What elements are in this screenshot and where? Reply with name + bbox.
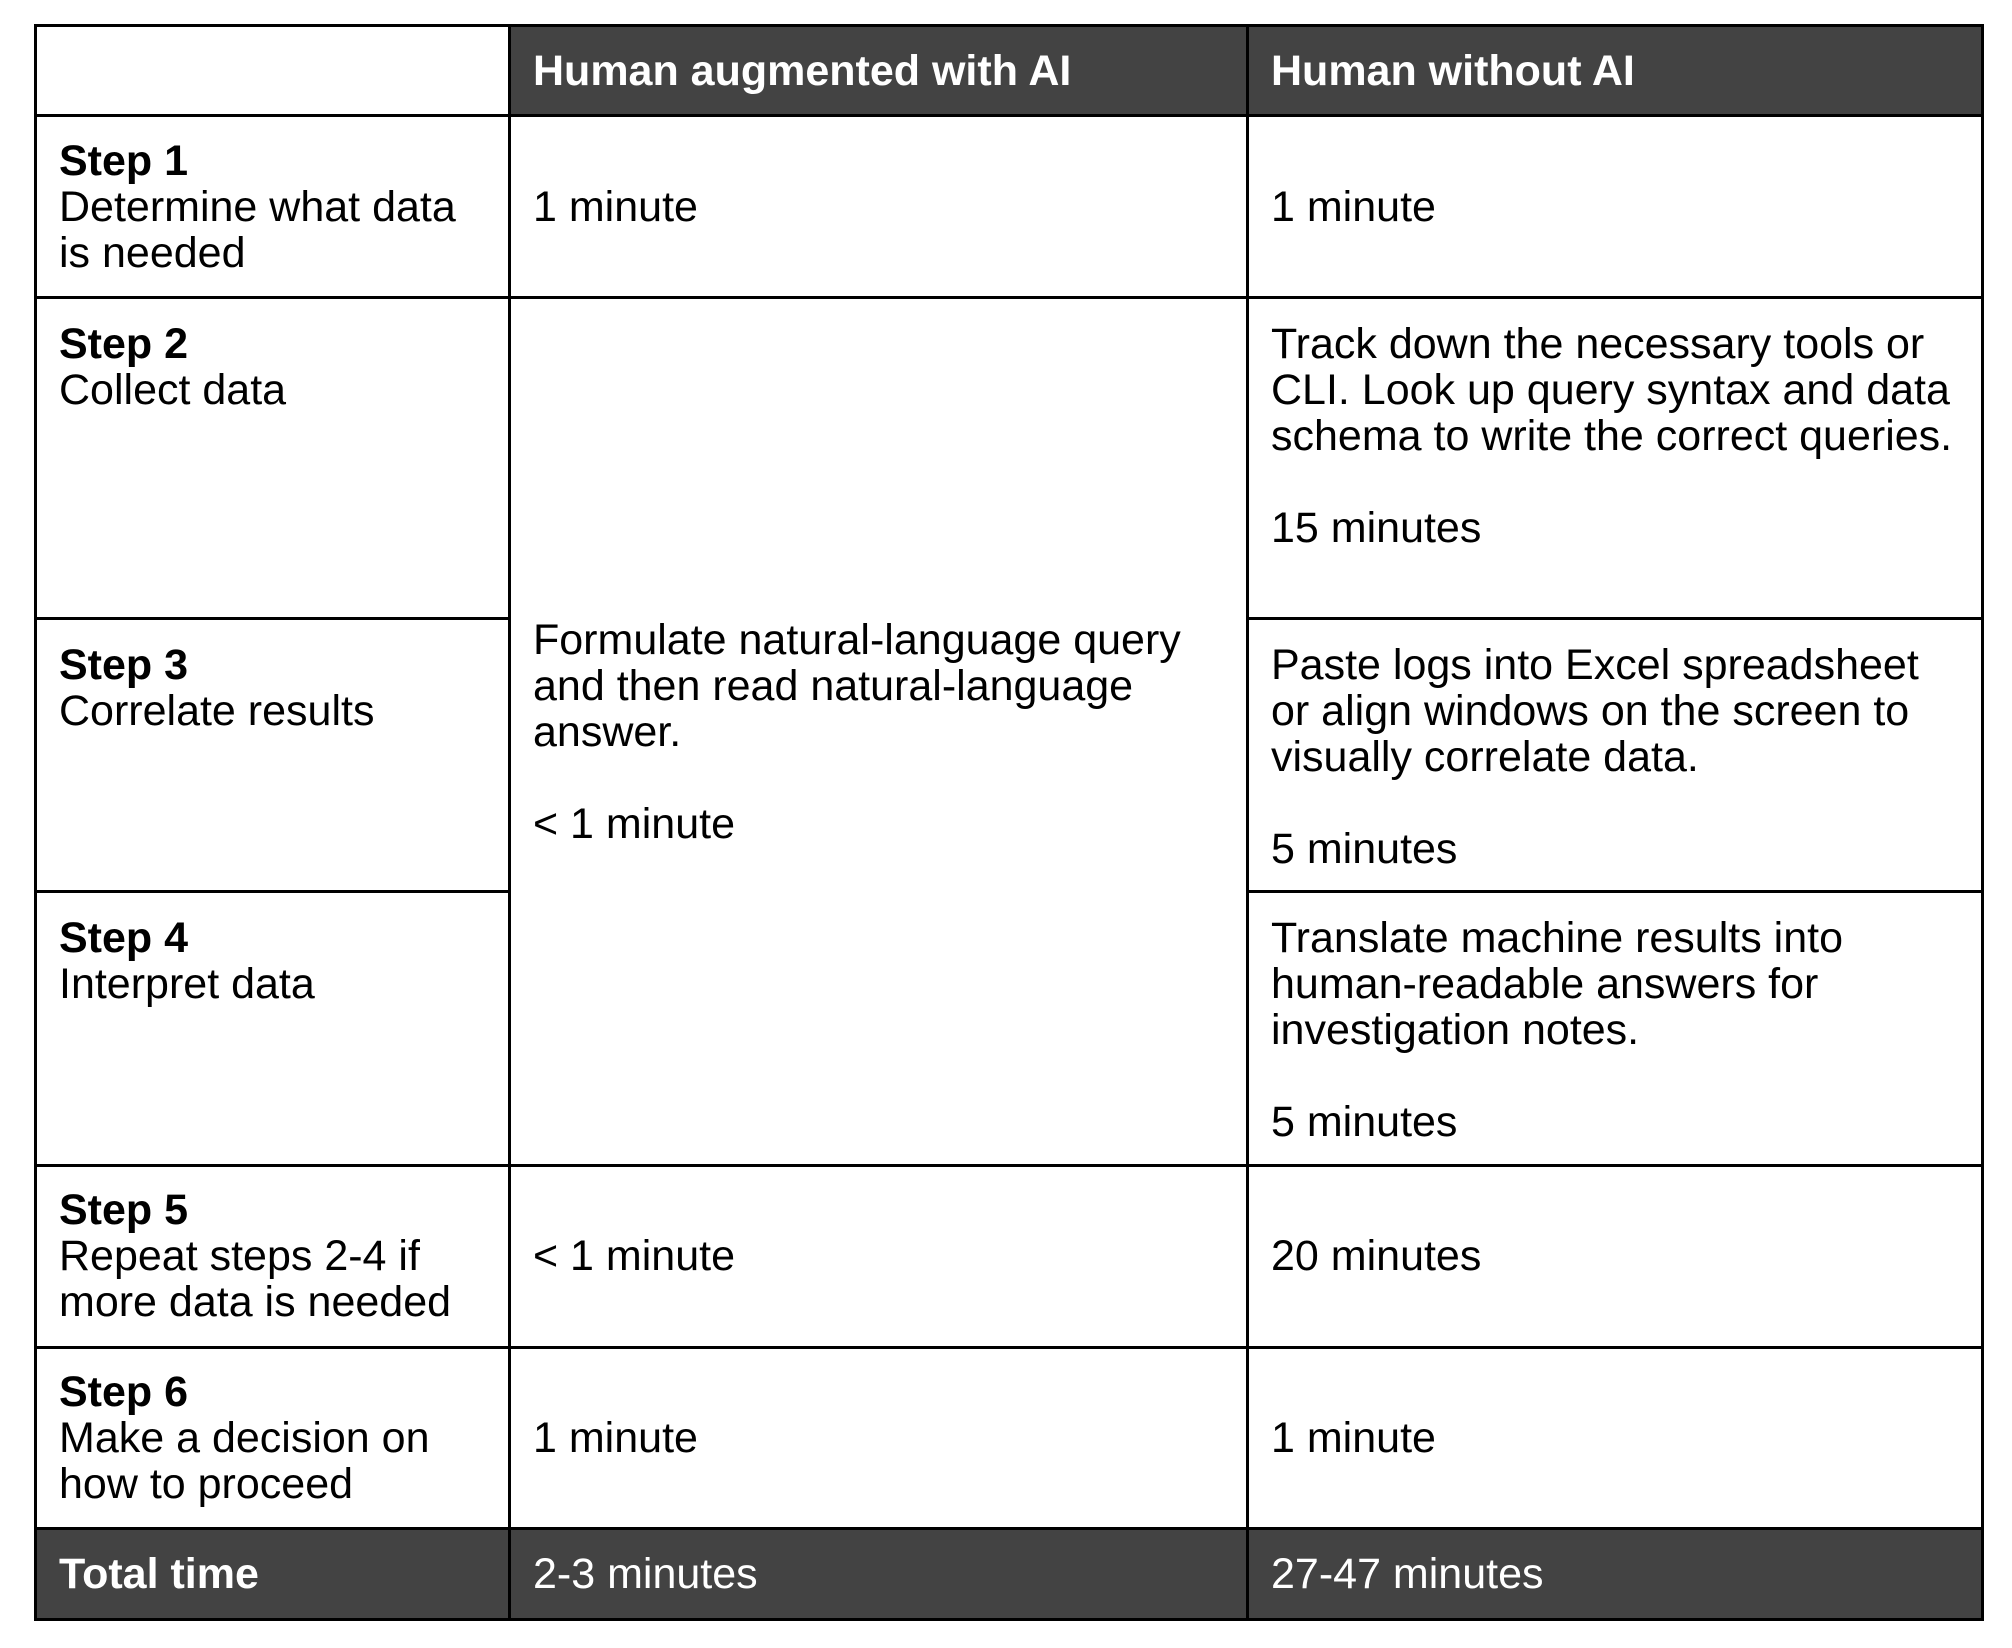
comparison-table-wrapper <box>34 24 1981 1621</box>
step-cell <box>36 116 510 298</box>
total-ai-value: 2-3 minutes <box>510 1529 1248 1620</box>
step-title: Step 6 <box>59 1368 189 1417</box>
total-label: Total time <box>36 1529 510 1620</box>
merged-ai-cell <box>510 298 1248 1165</box>
step-description: Determine what data is needed <box>59 182 456 277</box>
merged-ai-time: < 1 minute <box>533 799 735 848</box>
header-ai-column: Human augmented with AI <box>510 26 1248 116</box>
ai-time-cell: 1 minute <box>510 116 1248 298</box>
no-ai-detail-cell <box>1248 298 1983 619</box>
total-no-ai-value: 27-47 minutes <box>1248 1529 1983 1620</box>
step-cell <box>36 892 510 1165</box>
step-description: Repeat steps 2-4 if more data is needed <box>59 1232 452 1327</box>
step-cell <box>36 618 510 891</box>
no-ai-detail-text: Translate machine results into human-readable answers for investigation notes. <box>1271 914 1843 1055</box>
ai-time-cell: < 1 minute <box>510 1165 1248 1347</box>
step-cell <box>36 1165 510 1347</box>
table-row <box>36 1347 1983 1529</box>
total-row <box>36 1529 1983 1620</box>
no-ai-detail-text: Track down the necessary tools or CLI. Look up query syntax and data schema to write the correct queries. <box>1271 320 1953 461</box>
step-title: Step 3 <box>59 640 189 689</box>
step-description: Collect data <box>59 366 287 415</box>
table-row <box>36 1165 1983 1347</box>
step-description: Interpret data <box>59 960 315 1009</box>
no-ai-detail-time: 15 minutes <box>1271 504 1482 553</box>
no-ai-time-cell: 20 minutes <box>1248 1165 1983 1347</box>
header-corner-cell <box>36 26 510 116</box>
step-title: Step 5 <box>59 1186 189 1235</box>
table-header-row <box>36 26 1983 116</box>
step-cell <box>36 1347 510 1529</box>
no-ai-detail-cell <box>1248 892 1983 1165</box>
no-ai-time-cell: 1 minute <box>1248 116 1983 298</box>
merged-ai-text: Formulate natural-language query and then read natural-language answer. <box>533 615 1181 756</box>
step-cell <box>36 298 510 619</box>
step-description: Correlate results <box>59 686 375 735</box>
ai-time-cell: 1 minute <box>510 1347 1248 1529</box>
comparison-table <box>34 24 1984 1621</box>
step-title: Step 2 <box>59 320 189 369</box>
step-title: Step 1 <box>59 136 189 185</box>
no-ai-detail-cell <box>1248 618 1983 891</box>
step-title: Step 4 <box>59 914 189 963</box>
step-description: Make a decision on how to proceed <box>59 1414 430 1509</box>
no-ai-detail-text: Paste logs into Excel spreadsheet or align windows on the screen to visually correlate data. <box>1271 640 1919 781</box>
table-row <box>36 116 1983 298</box>
header-no-ai-column: Human without AI <box>1248 26 1983 116</box>
no-ai-detail-time: 5 minutes <box>1271 824 1458 873</box>
table-row <box>36 298 1983 619</box>
no-ai-detail-time: 5 minutes <box>1271 1098 1458 1147</box>
no-ai-time-cell: 1 minute <box>1248 1347 1983 1529</box>
